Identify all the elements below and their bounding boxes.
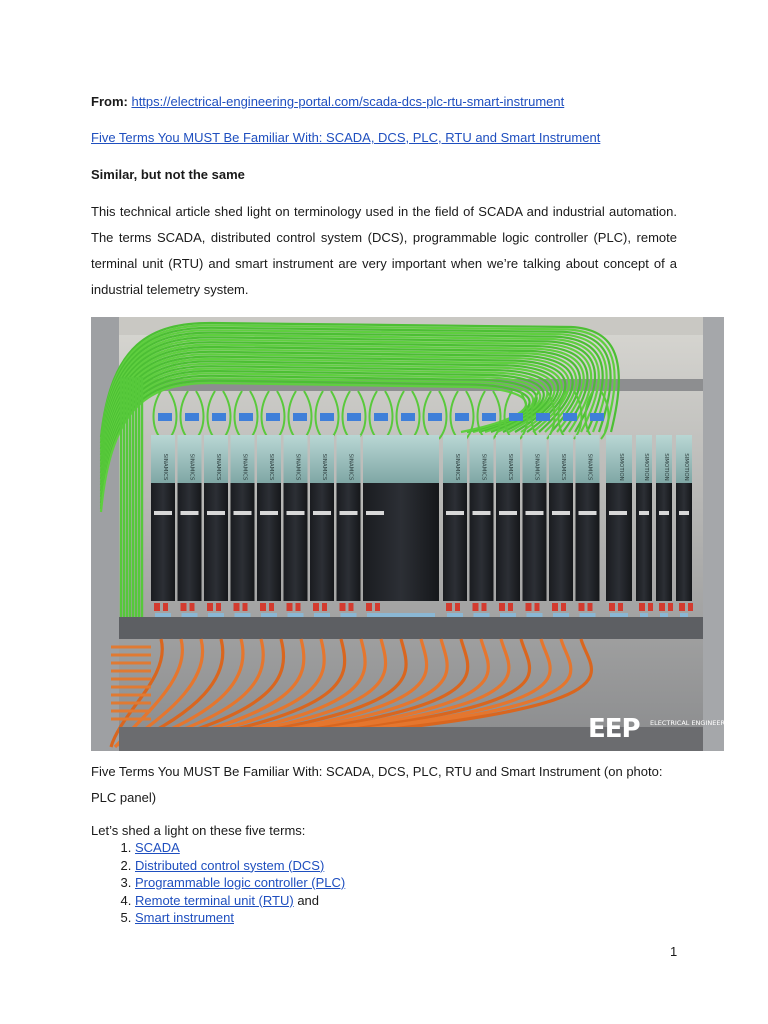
list-item <box>135 857 345 875</box>
term-link-rtu[interactable]: Remote terminal unit (RTU) <box>135 892 294 908</box>
title-line <box>91 129 600 147</box>
svg-text:SIMOTION: SIMOTION <box>618 453 624 481</box>
svg-text:SINAMICS: SINAMICS <box>507 453 513 481</box>
svg-text:SINAMICS: SINAMICS <box>294 453 301 481</box>
svg-text:SINAMICS: SINAMICS <box>241 453 248 481</box>
from-label: From: <box>91 94 128 109</box>
list-item <box>135 909 345 927</box>
source-url-link[interactable]: https://electrical-engineering-portal.com/scada-dcs-plc-rtu-smart-instrument <box>131 94 565 109</box>
photo-caption: Five Terms You MUST Be Familiar With: SCADA, DCS, PLC, RTU and Smart Instrument (on photo: PLC panel) <box>91 764 663 805</box>
list-item <box>135 892 345 910</box>
svg-text:SINAMICS: SINAMICS <box>586 453 593 481</box>
svg-text:SINAMICS: SINAMICS <box>347 453 354 481</box>
term-link-scada[interactable]: SCADA <box>135 840 180 855</box>
term-link-plc[interactable]: Programmable logic controller (PLC) <box>135 875 346 890</box>
list-item <box>135 874 345 892</box>
svg-text:SINAMICS: SINAMICS <box>268 453 274 481</box>
plc-panel-illustration <box>91 317 764 751</box>
svg-text:SINAMICS: SINAMICS <box>321 453 327 481</box>
svg-text:SINAMICS: SINAMICS <box>215 453 221 481</box>
term-link-dcs[interactable]: Distributed control system (DCS) <box>135 857 325 873</box>
svg-text:SINAMICS: SINAMICS <box>480 453 487 481</box>
article-title-link[interactable]: Five Terms You MUST Be Familiar With: SCADA, DCS, PLC, RTU and Smart Instrument <box>91 130 601 145</box>
list-item <box>135 839 345 857</box>
logo-mark: EEP <box>588 714 640 744</box>
svg-text:SIMOTION: SIMOTION <box>663 453 669 481</box>
svg-text:SINAMICS: SINAMICS <box>188 453 195 481</box>
subtitle: Similar, but not the same <box>91 167 245 182</box>
intro-paragraph: This technical article shed light on terminology used in the field of SCADA and industrial automation. The terms SCADA, distributed control system (DCS), programmable logic controller (PLC), remote terminal unit (RTU) and smart instrument are very important when we’re talking about concept of a industrial telemetry system. <box>91 204 677 297</box>
terms-list <box>91 839 345 927</box>
svg-text:SINAMICS: SINAMICS <box>560 453 566 481</box>
list-intro: Let’s shed a light on these five terms: <box>91 823 306 838</box>
svg-text:SIMOTION: SIMOTION <box>683 453 689 481</box>
svg-text:SIMOTION: SIMOTION <box>643 453 649 481</box>
term-suffix: and <box>293 892 320 908</box>
source-line <box>91 93 564 111</box>
svg-text:SINAMICS: SINAMICS <box>533 453 540 481</box>
logo-caption: ELECTRICAL ENGINEERING PORTAL <box>650 719 764 727</box>
svg-text:SINAMICS: SINAMICS <box>162 453 168 481</box>
plc-panel-photo <box>91 317 764 751</box>
drive-modules <box>151 435 693 623</box>
svg-text:SINAMICS: SINAMICS <box>454 453 460 481</box>
page-number: 1 <box>670 944 678 959</box>
term-link-smart-instrument[interactable]: Smart instrument <box>135 910 234 925</box>
